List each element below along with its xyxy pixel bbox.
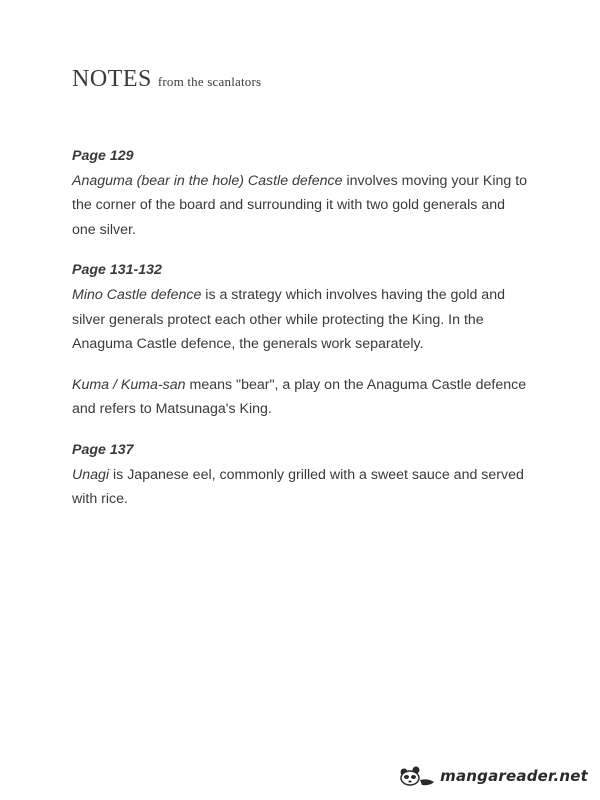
note-section [72, 144, 532, 242]
page-reference: Page 129 [72, 148, 134, 164]
note-paragraph [72, 283, 532, 357]
note-term: Mino Castle defence [72, 286, 202, 303]
note-text: involves moving your King to the corner of the board and surrounding it with two gold generals and one silver. [72, 172, 528, 238]
notes-content [72, 144, 532, 528]
watermark [396, 764, 588, 788]
note-text: means "bear", a play on the Anaguma Castle defence and refers to Matsunaga's King. [72, 376, 527, 418]
note-term: Anaguma (bear in the hole) Castle defence [72, 172, 343, 189]
note-text: is Japanese eel, commonly grilled with a sweet sauce and served with rice. [72, 466, 524, 508]
note-section [72, 438, 532, 512]
page-reference: Page 131-132 [72, 262, 162, 279]
note-term: Kuma / Kuma-san [72, 376, 186, 393]
note-paragraph [72, 373, 532, 422]
page-reference: Page 137 [72, 441, 134, 458]
watermark-text: mangareader.net [440, 767, 588, 785]
notes-header [72, 66, 261, 93]
panda-logo-icon [396, 764, 436, 788]
note-paragraph [72, 463, 532, 512]
note-section [72, 258, 532, 422]
note-term: Unagi [72, 466, 110, 483]
note-text: is a strategy which involves having the gold and silver generals protect each other while protecting the King. In the Anaguma Castle defence, the generals work separately. [72, 286, 505, 353]
note-paragraph [72, 169, 532, 243]
notes-subtitle: from the scanlators [157, 74, 262, 89]
notes-title: NOTES [72, 66, 152, 92]
